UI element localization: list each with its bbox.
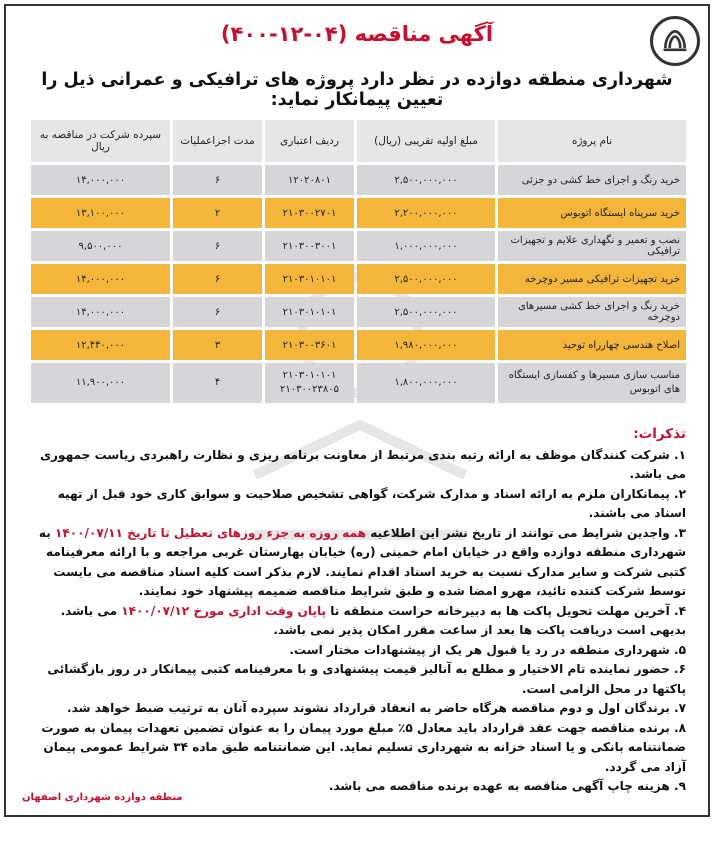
note-item-3-deadline: همه روزه به جزء روزهای تعطیل تا تاریخ ۱۴۰۰/۰۷/۱۱	[55, 525, 366, 540]
cell-name: خرید رنگ و اجرای خط کشی دو جزئی	[498, 165, 686, 195]
notice-title: آگهی مناقصه (۰۴-۱۲-۴۰۰)	[220, 22, 494, 46]
cell-estimate: ۱,۸۰۰,۰۰۰,۰۰۰	[357, 363, 495, 403]
col-header-deposit: سپرده شرکت در مناقصه به ریال	[31, 120, 170, 162]
table-row	[31, 264, 686, 294]
cell-duration: ۶	[173, 297, 262, 327]
cell-estimate: ۱,۹۸۰,۰۰۰,۰۰۰	[357, 330, 495, 360]
cell-name: مناسب سازی مسیرها و کفسازی ایستگاه های اتوبوس	[498, 363, 686, 403]
note-item-6: ۶. حضور نماینده تام الاختیار و مطلع به آنالیز قیمت پیشنهادی و با معرفینامه کتبی پیمانکار در روز بازگشائی پاکتها در محل الزامی است.	[47, 662, 686, 696]
projects-table	[28, 117, 689, 406]
cell-estimate: ۱,۰۰۰,۰۰۰,۰۰۰	[357, 231, 495, 261]
cell-duration: ۴	[173, 363, 262, 403]
cell-budget-row: ۱۲۰۲۰۸۰۱	[265, 165, 354, 195]
cell-duration: ۳	[173, 330, 262, 360]
cell-estimate: ۲,۲۰۰,۰۰۰,۰۰۰	[357, 198, 495, 228]
note-item-8: ۸. برنده مناقصه جهت عقد قرارداد باید معادل ۵٪ مبلغ مورد پیمان را به عنوان تضمین تعهدات پیمان به صورت ضمانتنامه بانکی و یا اسناد خزانه به شهرداری تسلیم نماید. این ضمانتنامه طبق ماده ۳۴ شرایط عمومی پیمان آزاد می گردد.	[41, 720, 686, 774]
table-row	[31, 198, 686, 228]
col-header-duration: مدت اجراعملیات	[173, 120, 262, 162]
cell-deposit: ۱۴,۰۰۰,۰۰۰	[31, 297, 170, 327]
col-header-estimate: مبلغ اولیه تقریبی (ریال)	[357, 120, 495, 162]
table-row	[31, 297, 686, 327]
cell-deposit: ۹,۵۰۰,۰۰۰	[31, 231, 170, 261]
cell-budget-row: ۲۱۰۳۰۰۲۷۰۱	[265, 198, 354, 228]
cell-name: نصب و تعمیر و نگهداری علایم و تجهیزات ترافیکی	[498, 231, 686, 261]
note-item-7: ۷. برندگان اول و دوم مناقصه هرگاه حاضر به انعقاد قرارداد نشوند سپرده آنان به ترتیب ضبط خواهد شد.	[67, 701, 686, 715]
cell-estimate: ۲,۵۰۰,۰۰۰,۰۰۰	[357, 165, 495, 195]
note-item-3-pre: ۳. واجدین شرایط می توانند از تاریخ نشر این اطلاعیه	[366, 525, 686, 540]
cell-duration: ۶	[173, 231, 262, 261]
cell-estimate: ۲,۵۰۰,۰۰۰,۰۰۰	[357, 297, 495, 327]
col-header-name: نام پروژه	[498, 120, 686, 162]
notes-section	[24, 425, 686, 797]
note-item-1: ۱. شرکت کنندگان موظف به ارائه رتبه بندی مرتبط از معاونت برنامه ریزی و نظارت راهبردی ریاست جمهوری می باشد.	[39, 447, 686, 481]
note-item-4-pre: ۴. آخرین مهلت تحویل پاکت ها به دبیرخانه حراست منطقه تا	[326, 603, 686, 618]
cell-name: خرید تجهیزات ترافیکی مسیر دوچرخه	[498, 264, 686, 294]
note-item-4	[24, 602, 686, 641]
cell-name: اصلاح هندسی چهارراه توحید	[498, 330, 686, 360]
note-item-4-post: می باشد. بدیهی است دریافت پاکت ها بعد از ساعت مقرر امکان پذیر نمی باشد.	[60, 603, 686, 637]
cell-deposit: ۱۱,۹۰۰,۰۰۰	[31, 363, 170, 403]
cell-duration: ۲	[173, 198, 262, 228]
notice-subtitle: شهرداری منطقه دوازده در نظر دارد پروژه های ترافیکی و عمرانی ذیل را تعیین پیمانکار نماید:	[41, 70, 673, 110]
note-item-3	[24, 524, 686, 602]
cell-duration: ۶	[173, 165, 262, 195]
note-item-4-deadline: پایان وقت اداری مورخ ۱۴۰۰/۰۷/۱۲	[121, 603, 327, 618]
cell-budget-row: ۲۱۰۳۰۰۳۶۰۱	[265, 330, 354, 360]
cell-name: خرید رنگ و اجرای خط کشی مسیرهای دوچرخه	[498, 297, 686, 327]
cell-deposit: ۱۴,۰۰۰,۰۰۰	[31, 264, 170, 294]
notes-title: تذکرات:	[633, 426, 686, 442]
table-row	[31, 330, 686, 360]
cell-duration: ۶	[173, 264, 262, 294]
note-item-3-post: به شهرداری منطقه دوازده واقع در خیابان امام خمینی (ره) خیابان بهارستان غربی مراجعه و با ارائه معرفینامه کتبی شرکت و سایر مدارک نسبت به خرید اسناد اقدام نمایند. لازم بذکر است کلیه اسناد مناقصه می بایست توسط شرکت کننده تائید، مهرو امضا شده و طبق شرایط مناقصه ضمیمه پیشنهاد خود نمایند.	[38, 525, 686, 598]
cell-deposit: ۱۳,۱۰۰,۰۰۰	[31, 198, 170, 228]
note-item-2: ۲. پیمانکاران ملزم به ارائه اسناد و مدارک شرکت، گواهی تشخیص صلاحیت و سوابق کاری خود قبل از تهیه اسناد می باشند.	[57, 486, 686, 520]
table-row	[31, 363, 686, 403]
table-row	[31, 231, 686, 261]
cell-estimate: ۲,۵۰۰,۰۰۰,۰۰۰	[357, 264, 495, 294]
col-header-budget-row: ردیف اعتباری	[265, 120, 354, 162]
footer-signature: منطقه دوازده شهرداری اصفهان	[22, 792, 183, 803]
note-item-9: ۹. هزینه چاپ آگهی مناقصه به عهده برنده مناقصه می باشد.	[328, 779, 686, 793]
cell-budget-row-line2: ۲۱۰۳۰۰۲۳۸۰۵	[279, 384, 340, 395]
cell-deposit: ۱۲,۴۴۰,۰۰۰	[31, 330, 170, 360]
cell-budget-row: ۲۱۰۳۰۰۳۰۰۱	[265, 231, 354, 261]
table-header-row	[31, 120, 686, 162]
cell-name: خرید سرپناه ایستگاه اتوبوس	[498, 198, 686, 228]
note-item-5: ۵. شهرداری منطقه در رد یا قبول هر یک از پیشنهادات مختار است.	[289, 642, 686, 657]
cell-budget-row-line1: ۲۱۰۳۰۱۰۱۰۱	[282, 370, 337, 381]
cell-budget-row: ۲۱۰۳۰۱۰۱۰۱	[265, 264, 354, 294]
cell-deposit: ۱۴,۰۰۰,۰۰۰	[31, 165, 170, 195]
table-row	[31, 165, 686, 195]
cell-budget-row: ۲۱۰۳۰۱۰۱۰۱	[265, 297, 354, 327]
cell-budget-row	[265, 363, 354, 403]
